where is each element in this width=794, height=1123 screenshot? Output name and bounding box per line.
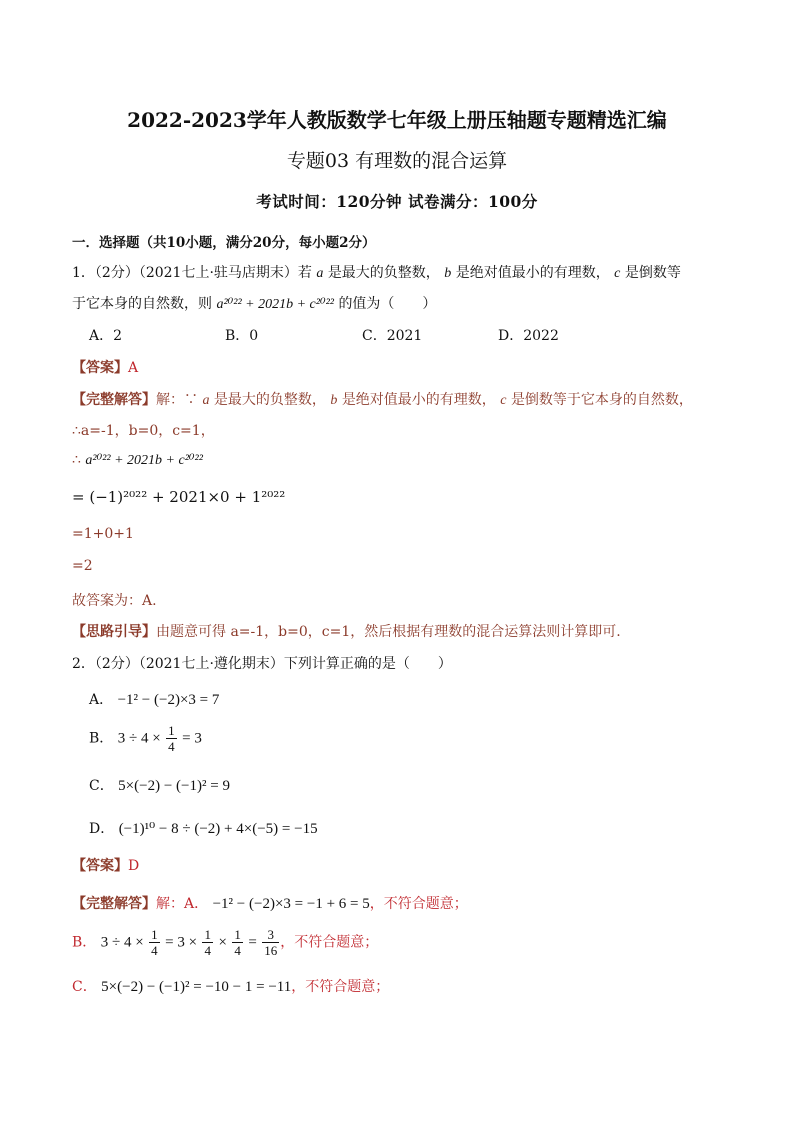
q1-option-b: B．0 [225,328,259,344]
q2-sol-c-label: C． [72,979,97,995]
document-title: 2022-2023学年人教版数学七年级上册压轴题专题精选汇编 [127,108,667,132]
q1-sol-t3: 是倒数等于它本身的自然数， [510,392,693,408]
exam-info: 考试时间：120分钟 试卷满分：100分 [256,192,538,211]
document-subtitle: 专题03 有理数的混合运算 [286,150,508,172]
q1-hint [72,621,621,641]
q2-answer-value: D [128,858,140,874]
q1-line2-start: 于它本身的自然数，则 [72,296,212,312]
q2-option-a [89,689,219,709]
q1-option-a: A．2 [89,328,123,344]
q1-sol-t1: 是最大的负整数， [213,392,326,408]
q2-sol-c-tail: ，不符合题意； [291,979,390,995]
q2-solution-line-b [72,928,378,957]
fraction-numerator: 1 [168,723,175,738]
q1-option-d: D．2022 [498,328,559,344]
q1-var-b: b [444,266,452,281]
q1-sol-line2-prefix: ∴ [72,452,81,468]
q1-final-answer: 故答案为：A. [72,593,157,609]
q2-sol-c-expr: 5×(−2) − (−1)² = −10 − 1 = −11 [101,979,292,995]
q2-option-c-expr: 5×(−2) − (−1)² = 9 [118,778,230,794]
q1-option-c: C．2021 [362,328,423,344]
q1-sol-line1: ∴a=-1，b=0，c=1， [72,423,215,439]
q2-answer-label: 【答案】 [72,858,128,874]
q2-stem: 2．（2分）（2021七上·遵化期末）下列计算正确的是（ ） [72,656,452,672]
q1-solution-label: 【完整解答】 [72,392,156,408]
q1-expression: a²⁰²² + 2021b + c²⁰²² [216,297,334,312]
q1-hint-label: 【思路引导】 [72,624,156,640]
q1-sol-var-a: a [202,393,210,408]
fraction-numerator: 1 [234,927,241,942]
q1-hint-text: 由题意可得 a=-1，b=0，c=1，然后根据有理数的混合运算法则计算即可. [156,624,621,640]
q2-option-a-expr: −1² − (−2)×3 = 7 [117,692,220,708]
q2-option-a-label: A． [89,692,114,708]
q2-sol-b-mid: = 3 × [165,934,198,951]
q1-answer-label: 【答案】 [72,360,128,376]
q2-option-d-label: D． [89,821,115,837]
q1-sol-var-b: b [330,393,338,408]
q1-answer-value: A [128,360,139,376]
q2-option-b-post: = 3 [182,730,202,747]
q2-sol-b-eq: = [248,934,257,951]
fraction-denominator: 4 [168,739,175,754]
q2-option-d [89,818,318,838]
fraction-numerator: 1 [204,927,211,942]
q1-var-a: a [316,266,324,281]
q1-line2 [72,293,436,313]
q2-sol-a-tail: ，不符合题意； [369,896,468,912]
q2-sol-a-expr: −1² − (−2)×3 = −1 + 6 = 5 [212,896,370,912]
q1-var-c: c [614,266,621,281]
q1-sol-t2: 是绝对值最小的有理数， [341,392,496,408]
q2-option-d-expr: (−1)¹⁰ − 8 ÷ (−2) + 4×(−5) = −15 [118,821,318,837]
q2-sol-b-mid2: × [218,934,227,951]
q2-sol-b-frac4 [262,928,279,957]
q1-prefix: 1．（2分）（2021七上·驻马店期末）若 [72,265,312,281]
q2-sol-b-tail: ，不符合题意； [280,934,379,951]
q2-sol-b-pre: 3 ÷ 4 × [100,934,144,951]
q2-option-c-label: C． [89,778,114,794]
q1-sol-line4: =1+0+1 [72,526,134,542]
q1-t1: 是最大的负整数， [327,265,440,281]
q2-solution-line-c [72,976,389,996]
q2-solution-label: 【完整解答】 [72,896,156,912]
q2-sol-b-label: B． [72,934,97,951]
q1-sol-expression: a²⁰²² + 2021b + c²⁰²² [85,453,203,468]
q2-sol-b-frac3 [232,928,243,957]
fraction-denominator: 16 [264,943,278,958]
q2-solution-intro: 解：A． [156,896,209,912]
q2-option-b-pre: 3 ÷ 4 × [117,730,161,747]
q2-answer [72,855,139,875]
q2-solution-line-a [72,893,468,913]
q1-t3: 是倒数等 [624,265,681,281]
q2-option-c [89,775,230,795]
q2-sol-b-frac2 [202,928,213,957]
q1-sol-line2 [72,452,203,469]
q1-sol-line3: = (−1)²⁰²² + 2021×0 + 1²⁰²² [72,488,286,506]
q2-option-b-fraction [166,724,177,753]
fraction-denominator: 4 [151,943,158,958]
fraction-numerator: 3 [262,928,279,943]
q1-sol-line5: =2 [72,558,93,574]
q1-line2-end: 的值为（ ） [338,296,437,312]
section-heading: 一．选择题（共10小题，满分20分，每小题2分） [72,235,376,251]
fraction-denominator: 4 [234,943,241,958]
q1-sol-var-c: c [500,393,507,408]
q1-line1 [72,262,681,282]
fraction-denominator: 4 [204,943,211,958]
q1-t2: 是绝对值最小的有理数， [455,265,610,281]
q2-option-b-label: B． [89,730,114,747]
q2-option-b [89,724,202,753]
fraction-numerator: 1 [151,927,158,942]
q1-solution-intro: 解：∵ [156,392,198,408]
q1-solution-line [72,389,693,409]
q2-sol-b-frac1 [149,928,160,957]
q1-answer [72,357,138,377]
